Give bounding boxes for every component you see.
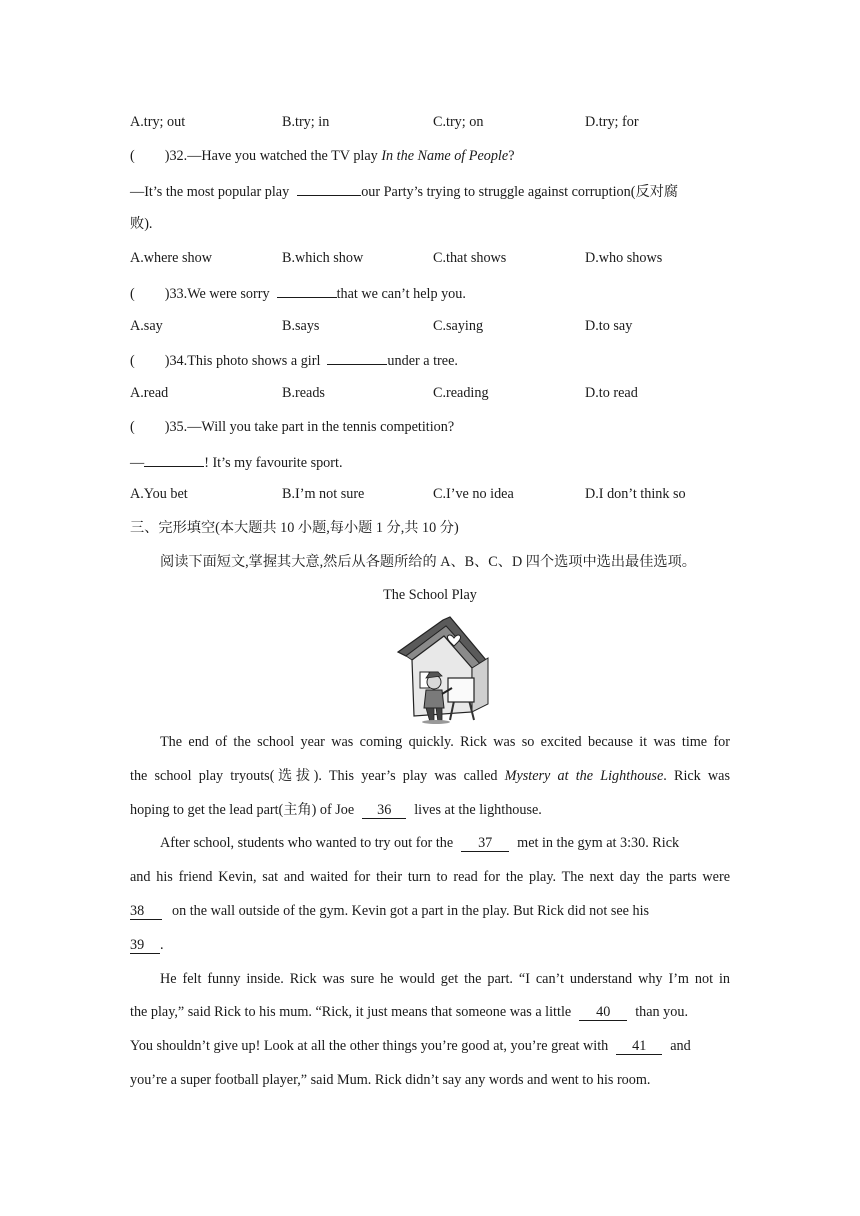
q33-stem: ( )33.We were sorry that we can’t help you. — [130, 282, 730, 304]
passage-line: you’re a super football player,” said Mum. Rick didn’t say any words and went to his room. — [130, 1072, 651, 1088]
q34-option-b: B.reads — [282, 385, 325, 401]
q34-option-a: A.read — [130, 385, 169, 401]
passage-line: hoping to get the lead part(主角) of Joe 36 lives at the lighthouse. — [130, 802, 542, 818]
answer-blank — [327, 349, 387, 365]
passage-line: The end of the school year was coming quickly. Rick was so excited because it was time for — [160, 734, 730, 750]
blank-38: 38 — [130, 903, 162, 920]
answer-blank — [277, 282, 337, 298]
q33-option-a: A.say — [130, 318, 163, 334]
blank-41: 41 — [616, 1038, 662, 1055]
answer-blank — [144, 451, 204, 467]
play-title: In the Name of People — [381, 148, 509, 164]
q32-option-b: B.which show — [282, 250, 364, 266]
passage-line: 38 on the wall outside of the gym. Kevin got a part in the play. But Rick did not see his — [130, 903, 650, 919]
q32-stem: ( )32.—Have you watched the TV play In the Name of People? — [130, 148, 515, 164]
q34-stem: ( )34.This photo shows a girl under a tree. — [130, 349, 730, 371]
q31-option-a: A.try; out — [130, 114, 186, 130]
blank-40: 40 — [579, 1004, 627, 1021]
passage-line: the play,” said Rick to his mum. “Rick, it just means that someone was a little 40 than you. — [130, 1004, 688, 1020]
section-instruction: 阅读下面短文,掌握其大意,然后从各题所给的 A、B、C、D 四个选项中选出最佳选项。 — [160, 554, 696, 570]
q32-option-c: C.that shows — [433, 250, 507, 266]
passage-line: 39 . — [130, 937, 164, 953]
q34-option-c: C.reading — [433, 385, 489, 401]
blank-37: 37 — [461, 835, 509, 852]
q34-option-d: D.to read — [585, 385, 638, 401]
passage-line: the school play tryouts(选拔). This year’s play was called Mystery at the Lighthouse. Rick was — [130, 768, 730, 784]
q31-option-b: B.try; in — [282, 114, 330, 130]
q35-option-a: A.You bet — [130, 486, 188, 502]
passage-line: He felt funny inside. Rick was sure he would get the part. “I can’t understand why I’m not in — [160, 971, 730, 987]
q32-answer-cont: 败). — [130, 216, 153, 232]
q32-answer: —It’s the most popular play our Party’s trying to struggle against corruption(反对腐 — [130, 180, 730, 202]
answer-blank — [297, 180, 361, 196]
section-heading: 三、完形填空(本大题共 10 小题,每小题 1 分,共 10 分) — [130, 520, 459, 536]
passage-line: and his friend Kevin, sat and waited for their turn to read for the play. The next day the parts were — [130, 869, 730, 885]
q35-answer: — ! It’s my favourite sport. — [130, 451, 730, 473]
passage-line: After school, students who wanted to try out for the 37 met in the gym at 3:30. Rick — [160, 835, 680, 851]
blank-36: 36 — [362, 802, 406, 819]
q33-option-d: D.to say — [585, 318, 633, 334]
q32-option-a: A.where show — [130, 250, 212, 266]
passage-line: You shouldn’t give up! Look at all the other things you’re good at, you’re great with 41 and — [130, 1038, 691, 1054]
q35-option-b: B.I’m not sure — [282, 486, 365, 502]
q33-option-c: C.saying — [433, 318, 484, 334]
passage-title: The School Play — [383, 587, 477, 603]
q32-option-d: D.who shows — [585, 250, 663, 266]
q33-option-b: B.says — [282, 318, 320, 334]
blank-39: 39 — [130, 937, 160, 954]
illustration-image — [388, 612, 498, 724]
q35-option-c: C.I’ve no idea — [433, 486, 514, 502]
q31-option-d: D.try; for — [585, 114, 639, 130]
play-title: Mystery at the Lighthouse — [504, 768, 664, 784]
q35-option-d: D.I don’t think so — [585, 486, 686, 502]
q35-stem: ( )35.—Will you take part in the tennis competition? — [130, 419, 455, 435]
q31-option-c: C.try; on — [433, 114, 484, 130]
